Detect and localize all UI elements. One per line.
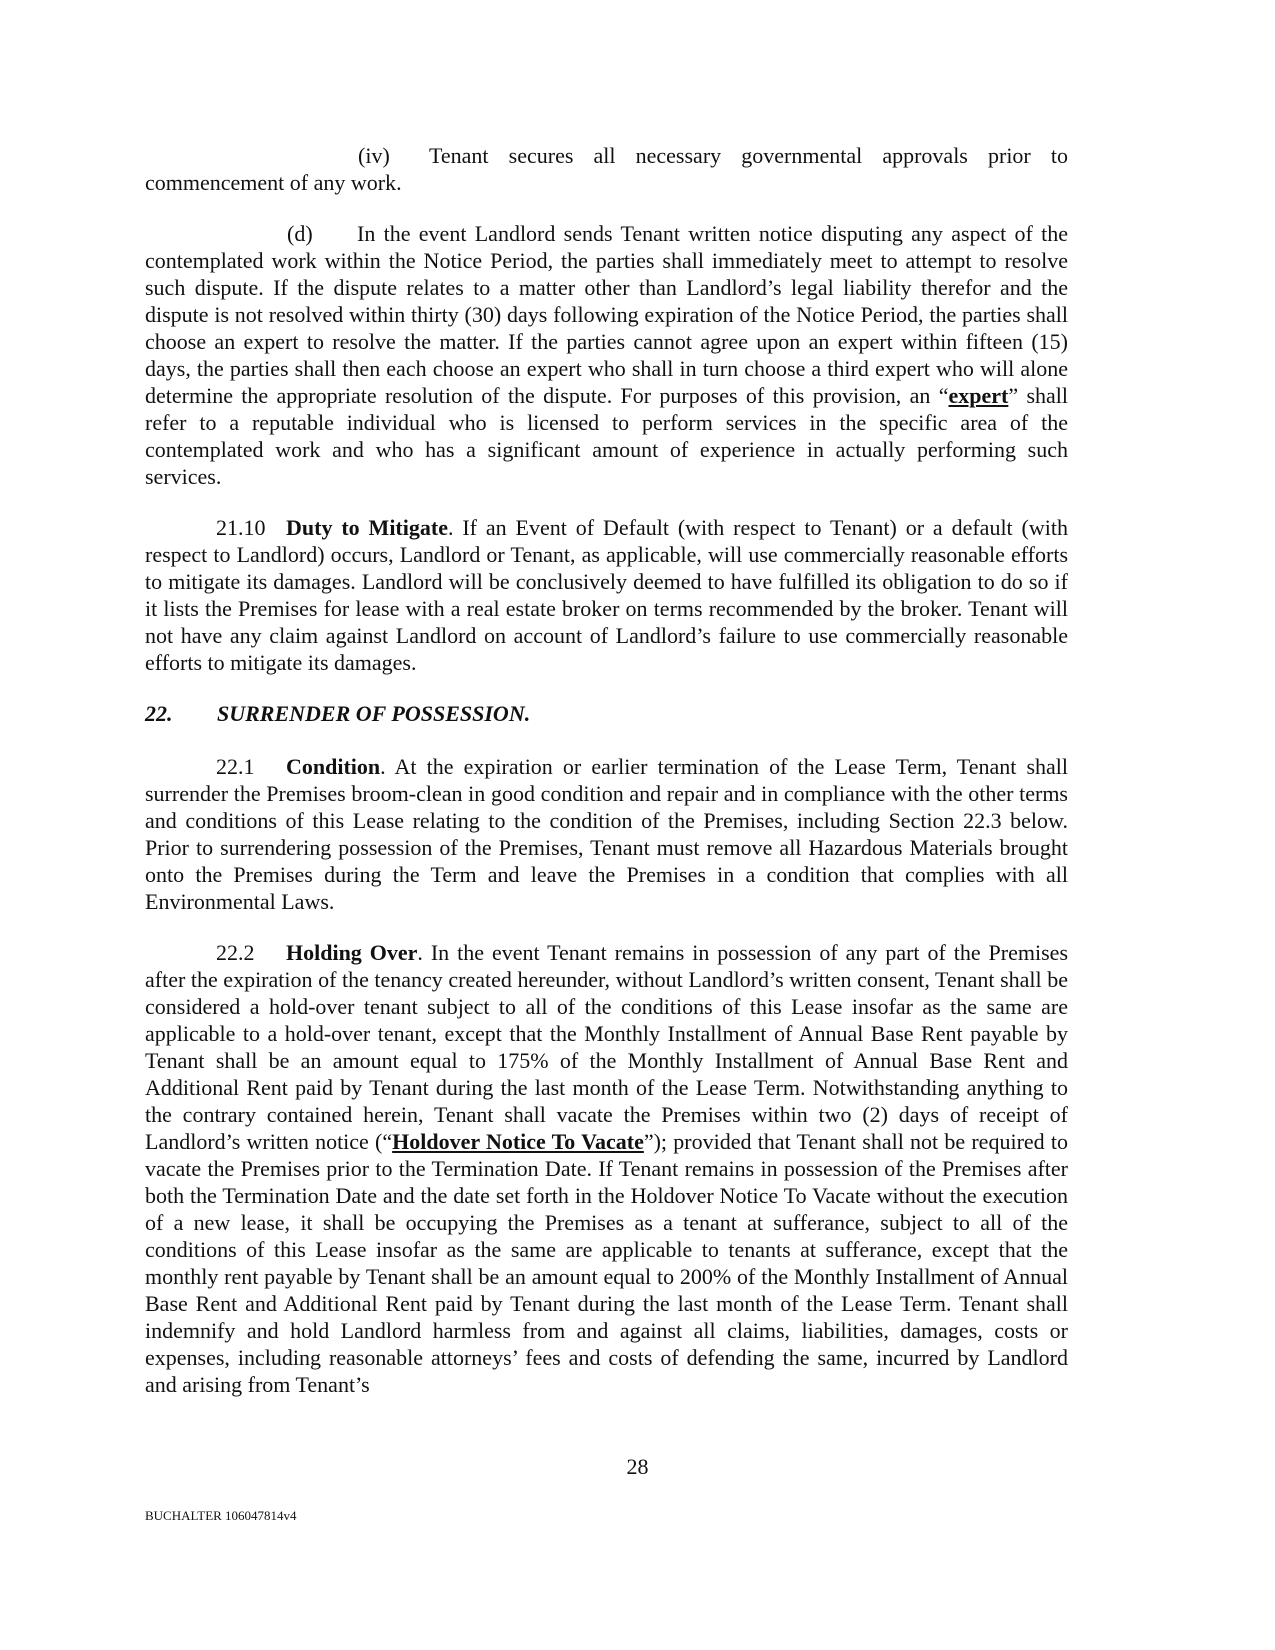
paragraph-text: ” shall refer to a reputable individual who is licensed to perform services in the specific area of the contemplated work and who has a significant amount of experience in actually performing such services.: [145, 383, 1068, 489]
page-number: 28: [626, 1454, 649, 1479]
section-number: 22.2: [216, 940, 255, 965]
section-heading: Holding Over: [286, 940, 418, 965]
paragraph-text: . In the event Tenant remains in possession of any part of the Premises after the expiration of the tenancy created hereunder, without Landlord’s written consent, Tenant shall be considered a hold-over tenant subject to all of the conditions of this Lease insofar as the same are applicable to a hold-over tenant, except that the Monthly Installment of Annual Base Rent payable by Tenant shall be an amount equal to 175% of the Monthly Installment of Annual Base Rent and Additional Rent paid by Tenant during the last month of the Lease Term. Notwithstanding anything to the contrary contained herein, Tenant shall vacate the Premises within two (2) days of receipt of Landlord’s written notice (“: [145, 940, 1068, 1154]
paragraph-iv: [145, 142, 1068, 196]
paragraph-text: . At the expiration or earlier termination of the Lease Term, Tenant shall surrender the Premises broom-clean in good condition and repair and in compliance with the other terms and conditions of this Lease relating to the condition of the Premises, including Section 22.3 below. Prior to surrendering possession of the Premises, Tenant must remove all Hazardous Materials brought onto the Premises during the Term and leave the Premises in a condition that complies with all Environmental Laws.: [145, 754, 1068, 914]
section-number: 21.10: [216, 515, 266, 540]
paragraph-d: [145, 220, 1068, 490]
defined-term: Holdover Notice To Vacate: [392, 1129, 644, 1154]
paragraph-text: . If an Event of Default (with respect to Tenant) or a default (with respect to Landlord) occurs, Landlord or Tenant, as applicable, will use commercially reasonable efforts to mitigate its damages. Landlord will be conclusively deemed to have fulfilled its obligation to do so if it lists the Premises for lease with a real estate broker on terms recommended by the broker. Tenant will not have any claim against Landlord on account of Landlord’s failure to use commercially reasonable efforts to mitigate its damages.: [145, 515, 1068, 675]
section-number: 22.: [145, 701, 173, 726]
section-21-10: [145, 514, 1068, 676]
document-body: [145, 142, 1068, 1422]
paragraph-number: (d): [287, 221, 313, 246]
paragraph-text: ”); provided that Tenant shall not be required to vacate the Premises prior to the Termination Date. If Tenant remains in possession of the Premises after both the Termination Date and the date set forth in the Holdover Notice To Vacate without the execution of a new lease, it shall be occupying the Premises as a tenant at sufferance, subject to all of the conditions of this Lease insofar as the same are applicable to tenants at sufferance, except that the monthly rent payable by Tenant shall be an amount equal to 200% of the Monthly Installment of Annual Base Rent and Additional Rent paid by Tenant during the last month of the Lease Term. Tenant shall indemnify and hold Landlord harmless from and against all claims, liabilities, damages, costs or expenses, including reasonable attorneys’ fees and costs of defending the same, incurred by Landlord and arising from Tenant’s: [145, 1129, 1068, 1397]
paragraph-number: (iv): [358, 143, 390, 168]
section-22-heading: [145, 700, 1068, 727]
section-number: 22.1: [216, 754, 255, 779]
section-heading: Condition: [286, 754, 381, 779]
section-22-2: [145, 939, 1068, 1398]
section-22-1: [145, 753, 1068, 915]
paragraph-text: In the event Landlord sends Tenant written notice disputing any aspect of the contemplated work within the Notice Period, the parties shall immediately meet to attempt to resolve such dispute. If the dispute relates to a matter other than Landlord’s legal liability therefor and the dispute is not resolved within thirty (30) days following expiration of the Notice Period, the parties shall choose an expert to resolve the matter. If the parties cannot agree upon an expert within fifteen (15) days, the parties shall then each choose an expert who shall in turn choose a third expert who will alone determine the appropriate resolution of the dispute. For purposes of this provision, an “: [145, 221, 1068, 408]
paragraph-text: Tenant secures all necessary governmental approvals prior to commencement of any work.: [145, 143, 1068, 195]
document-footer: BUCHALTER 106047814v4: [145, 1508, 297, 1523]
defined-term: expert: [948, 383, 1009, 408]
section-title: SURRENDER OF POSSESSION.: [217, 701, 531, 726]
section-heading: Duty to Mitigate: [286, 515, 448, 540]
